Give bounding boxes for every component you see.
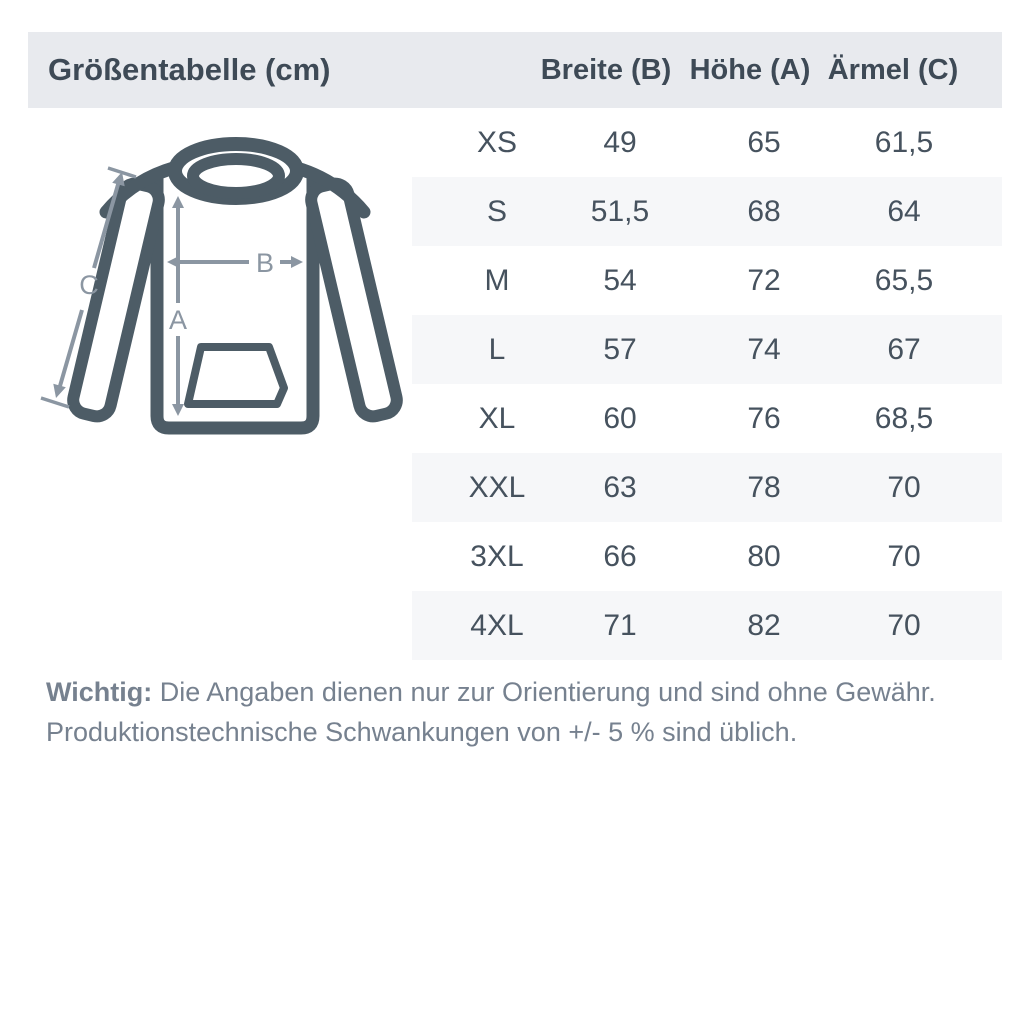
column-header-breite: Breite (B) [540, 54, 672, 86]
hoehe-value: 68 [747, 195, 781, 228]
aermel-value: 64 [887, 195, 921, 228]
table-row-4xl [412, 591, 1002, 660]
aermel-value: 67 [887, 333, 921, 366]
hoehe-value: 72 [747, 264, 781, 297]
table-row-xs [412, 108, 1002, 177]
label-b: B [255, 248, 275, 278]
size-label: XS [476, 126, 518, 159]
size-label: 3XL [470, 540, 524, 573]
disclaimer [46, 672, 976, 752]
breite-value: 66 [603, 540, 637, 573]
hoodie-outline-icon [70, 144, 399, 428]
breite-value: 63 [603, 471, 637, 504]
aermel-value: 61,5 [874, 126, 934, 159]
hoehe-value: 65 [747, 126, 781, 159]
disclaimer-line1: Die Angaben dienen nur zur Orientierung und sind ohne Gewähr. [152, 677, 936, 707]
breite-value: 57 [603, 333, 637, 366]
label-a: A [168, 305, 188, 335]
measure-arrow-b-icon [167, 256, 303, 268]
table-row-xxl [412, 453, 1002, 522]
table-row-s [412, 177, 1002, 246]
hoehe-value: 76 [747, 402, 781, 435]
label-c: C [79, 270, 99, 300]
aermel-value: 70 [887, 609, 921, 642]
size-label: 4XL [470, 609, 524, 642]
size-label: XL [478, 402, 516, 435]
table-row-3xl [412, 522, 1002, 591]
size-table [412, 108, 1002, 660]
aermel-value: 68,5 [874, 402, 934, 435]
size-label: XXL [468, 471, 526, 504]
aermel-value: 70 [887, 471, 921, 504]
breite-value: 71 [603, 609, 637, 642]
column-header-aermel: Ärmel (C) [827, 54, 959, 86]
aermel-value: 70 [887, 540, 921, 573]
hoehe-value: 74 [747, 333, 781, 366]
breite-value: 60 [603, 402, 637, 435]
table-header-band [28, 32, 1002, 108]
size-label: S [486, 195, 508, 228]
size-label: L [488, 333, 506, 366]
breite-value: 49 [603, 126, 637, 159]
breite-value: 54 [603, 264, 637, 297]
page-title: Größentabelle (cm) [48, 52, 331, 87]
hoehe-value: 80 [747, 540, 781, 573]
hoehe-value: 82 [747, 609, 781, 642]
table-row-l [412, 315, 1002, 384]
breite-value: 51,5 [590, 195, 650, 228]
hoehe-value: 78 [747, 471, 781, 504]
table-row-xl [412, 384, 1002, 453]
size-label: M [484, 264, 510, 297]
disclaimer-bold-label: Wichtig: [46, 677, 153, 707]
hoodie-measurement-diagram [40, 120, 420, 460]
disclaimer-line2: Produktionstechnische Schwankungen von +/- 5 % sind üblich. [46, 717, 798, 747]
aermel-value: 65,5 [874, 264, 934, 297]
table-row-m [412, 246, 1002, 315]
column-header-hoehe: Höhe (A) [689, 54, 811, 86]
